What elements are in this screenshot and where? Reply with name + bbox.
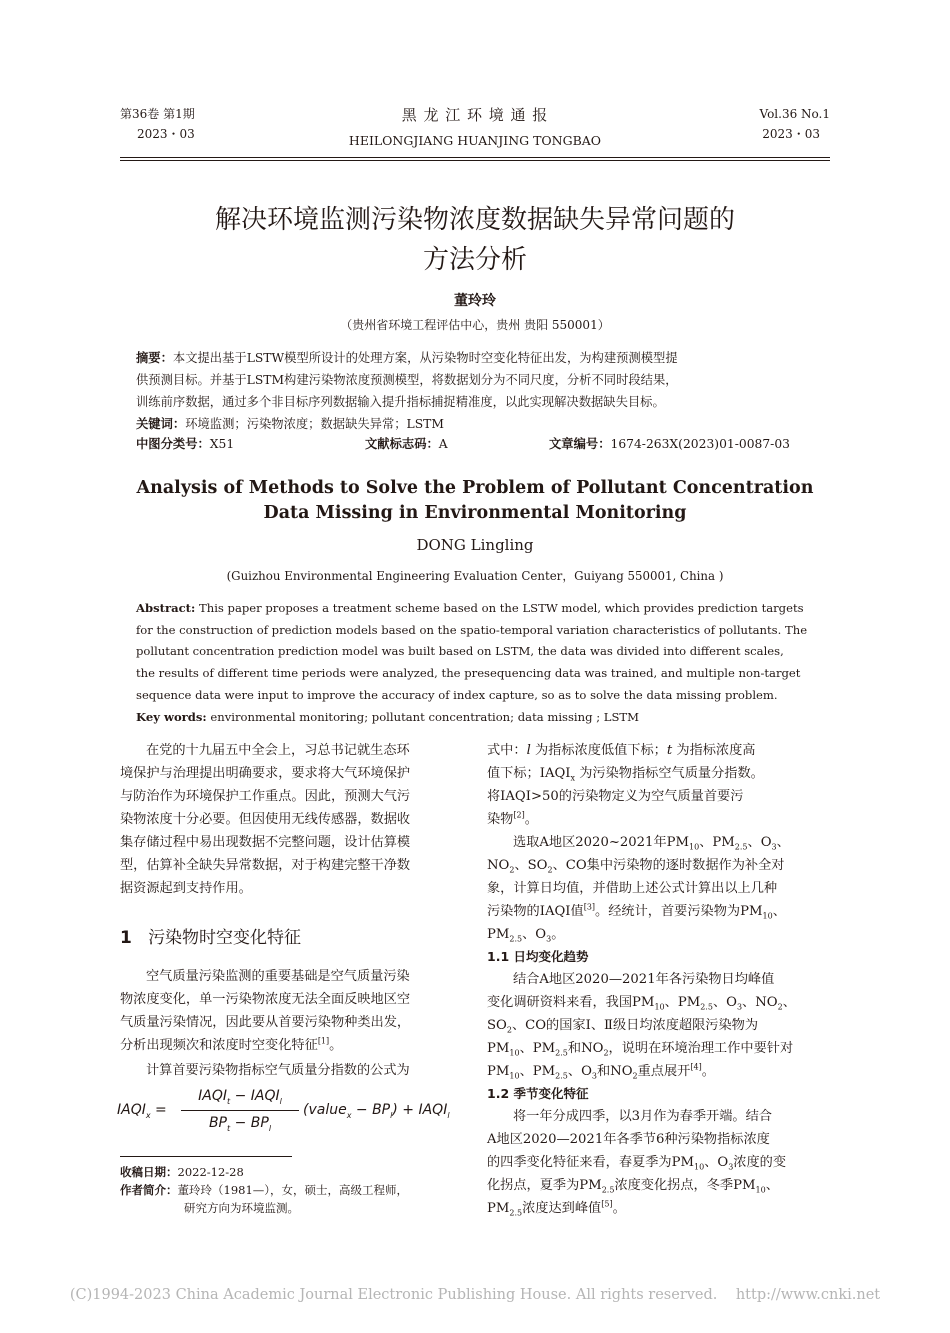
title-en-line1: Analysis of Methods to Solve the Problem of Pollutant Concentration [136, 478, 814, 498]
abstract-cn-line: 供预测目标。并基于LSTM构建污染物浓度预测模型，将数据划分为不同尺度，分析不同时段结果， [136, 373, 678, 387]
keywords-cn-label: 关键词： [136, 417, 186, 431]
abstract-en [136, 598, 826, 728]
text-line: 化拐点，夏季为$PM_{2.5}$浓度变化拐点，冬季$PM_{10}$、 [487, 1178, 779, 1195]
formula-denominator: $BP_t - BP_l$ [208, 1115, 272, 1133]
header-rule [120, 157, 830, 158]
subsection-1-2-heading: 1.2 季节变化特征 [487, 1086, 589, 1101]
abstract-en-line: pollutant concentration prediction model was built based on LSTM, the data was divided into different scales, [136, 644, 784, 659]
intro-paragraph [120, 739, 465, 900]
intro-line: 集存储过程中易出现数据不完整问题，设计估算模 [120, 835, 411, 850]
text-line: 将一年分成四季，以3月作为春季开端。结合 [513, 1109, 772, 1124]
author-cn: 董玲玲 [454, 293, 496, 309]
citation: [1] [317, 1036, 330, 1046]
abstract-en-line: sequence data were input to improve the accuracy of index capture, so as to solve the data missing problem. [136, 687, 778, 702]
section-number: 1 [120, 928, 132, 948]
text-line: 。 [329, 1038, 343, 1053]
author-en: DONG Lingling [416, 536, 534, 554]
clc-label: 中图分类号： [136, 437, 210, 451]
formula-intro: 计算首要污染物指标空气质量分指数的公式为 [146, 1063, 410, 1078]
text-line: 气质量污染情况，因此要从首要污染物种类出发， [120, 1015, 411, 1030]
text-line: 变化调研资料来看，我国$PM_{10}$、$PM_{2.5}$、$O_3$、$NO_2$、 [487, 995, 796, 1012]
art-value: 1674-263X(2023)01-0087-03 [610, 437, 790, 451]
header-volume: 第36卷 第1期 [120, 107, 195, 121]
author-bio-label: 作者简介： [120, 1183, 178, 1197]
art-label: 文章编号： [549, 437, 611, 451]
title-en-line2: Data Missing in Environmental Monitoring [263, 503, 687, 523]
abstract-cn [136, 347, 826, 435]
fraction-bar [181, 1110, 299, 1111]
intro-line: 型，估算补全缺失异常数据，对于构建完整干净数 [120, 858, 411, 873]
text-line: 空气质量污染监测的重要基础是空气质量污染 [146, 969, 410, 984]
doc-label: 文献标志码： [365, 437, 439, 451]
abstract-en-line: the results of different time periods were analyzed, the presequencing data was trained, and multiple non-target [136, 666, 801, 681]
text-line: $PM_{10}$、$PM_{2.5}$、$O_3$和$NO_2$重点展开[4]。 [487, 1062, 715, 1081]
copyright-notice: (C)1994-2023 China Academic Journal Electronic Publishing House. All rights reserved. http://www.cnki.net [69, 1287, 881, 1303]
journal-name-cn: 黑 龙 江 环 境 通 报 [401, 106, 549, 124]
intro-line: 境保护与治理提出明确要求，要求将大气环境保护 [120, 766, 411, 781]
journal-name-en: HEILONGJIANG HUANJING TONGBAO [348, 133, 602, 148]
clc-value: X51 [209, 437, 235, 451]
section-title: 污染物时空变化特征 [148, 928, 302, 948]
author-bio: 研究方向为环境监测。 [184, 1201, 299, 1215]
aqi-formula [117, 1088, 467, 1138]
header-rule-2 [120, 160, 830, 161]
text-line: 象，计算日均值，并借助上述公式计算出以上几种 [487, 881, 778, 896]
keywords-en: environmental monitoring; pollutant concentration; data missing ; LSTM [210, 709, 640, 724]
keywords-en-label: Key words: [136, 709, 207, 724]
intro-line: 在党的十九届五中全会上，习总书记就生态环 [146, 743, 410, 758]
abstract-en-line: This paper proposes a treatment scheme based on the LSTW model, which provides prediction targets [199, 601, 804, 615]
article-number [549, 434, 790, 452]
formula-numerator: $IAQI_t$ − $IAQI_l$ [198, 1088, 282, 1106]
text-line: 染物[2]。 [487, 810, 538, 827]
intro-line: 染物浓度十分必要。但因使用无线传感器，数据收 [120, 812, 411, 827]
text-line: 式中：l 为指标浓度低值下标；t 为指标浓度高 [487, 743, 756, 758]
author-bio: 董玲玲（1981—），女，硕士，高级工程师， [177, 1183, 409, 1197]
clc-number [136, 434, 234, 452]
footnote [120, 1163, 408, 1217]
text-line: $SO_2$、CO的国家Ⅰ、Ⅱ级日均浓度超限污染物为 [487, 1018, 759, 1035]
title-cn-line1: 解决环境监测污染物浓度数据缺失异常问题的 [214, 205, 735, 235]
text-line: 分析出现频次和浓度时空变化特征 [120, 1038, 318, 1053]
formula-lhs: $IAQI_x$ = [117, 1102, 167, 1120]
abstract-en-line: for the construction of prediction models based on the spatio-temporal variation characteristics of pollutants. The [136, 622, 808, 637]
text-line: 将IAQI>50的污染物定义为空气质量首要污 [487, 789, 744, 804]
footnote-rule [120, 1156, 292, 1157]
text-line: $PM_{10}$、$PM_{2.5}$和$NO_2$，说明在环境治理工作中要针对 [487, 1041, 794, 1058]
intro-line: 据资源起到支持作用。 [120, 881, 252, 896]
text-line: 结合A地区2020—2021年各污染物日均峰值 [513, 972, 775, 987]
received-date: 2022-12-28 [177, 1165, 244, 1179]
affiliation-en: (Guizhou Environmental Engineering Evaluation Center，Guiyang 550001, China ) [226, 569, 724, 583]
text-line: $PM_{2.5}$浓度达到峰值[5]。 [487, 1199, 626, 1218]
text-line: 值下标；$IAQI_x$ 为污染物指标空气质量分指数。 [487, 766, 764, 783]
text-line: 物浓度变化，单一污染物浓度无法全面反映地区空 [120, 992, 411, 1007]
document-code [365, 434, 448, 452]
header-date: 2023・03 [137, 127, 195, 141]
received-label: 收稿日期： [120, 1165, 178, 1179]
text-line: $PM_{2.5}$、$O_3$。 [487, 927, 565, 944]
formula-rhs: (value$_x$ − $BP_l$) + $IAQI_l$ [303, 1102, 450, 1120]
right-column [487, 739, 832, 1220]
abstract-cn-line: 本文提出基于LSTW模型所设计的处理方案，从污染物时空变化特征出发，为构建预测模型提 [172, 351, 678, 365]
title-cn-line2: 方法分析 [422, 245, 527, 275]
text-line: 选取A地区2020~2021年$PM_{10}$、$PM_{2.5}$、$O_3$、 [513, 835, 790, 852]
keywords-cn: 环境监测；污染物浓度；数据缺失异常；LSTM [185, 417, 444, 431]
abstract-cn-label: 摘要： [136, 351, 173, 365]
text-line: $NO_2$、$SO_2$、CO集中污染物的逐时数据作为补全对 [487, 858, 785, 875]
section-1-heading [120, 923, 301, 948]
doc-value: A [438, 437, 448, 451]
abstract-cn-line: 训练前序数据，通过多个非目标序列数据输入提升指标捕捉精准度，以此实现解决数据缺失目标。 [136, 395, 665, 409]
text-line: 的四季变化特征来看，春夏季为$PM_{10}$、$O_3$浓度的变 [487, 1155, 787, 1172]
section-1-paragraph [120, 965, 465, 1082]
subsection-1-1-heading: 1.1 日均变化趋势 [487, 949, 589, 964]
text-line: 污染物的IAQI值[3]。经统计，首要污染物为$PM_{10}$、 [487, 902, 786, 921]
intro-line: 与防治作为环境保护工作重点。因此，预测大气污 [120, 789, 411, 804]
affiliation-cn: （贵州省环境工程评估中心，贵州 贵阳 550001） [340, 318, 610, 332]
text-line: A地区2020—2021年各季节6种污染物指标浓度 [487, 1132, 770, 1147]
abstract-en-label: Abstract: [136, 601, 196, 615]
header-date-en: 2023・03 [762, 127, 820, 141]
header-volume-en: Vol.36 No.1 [759, 107, 830, 121]
